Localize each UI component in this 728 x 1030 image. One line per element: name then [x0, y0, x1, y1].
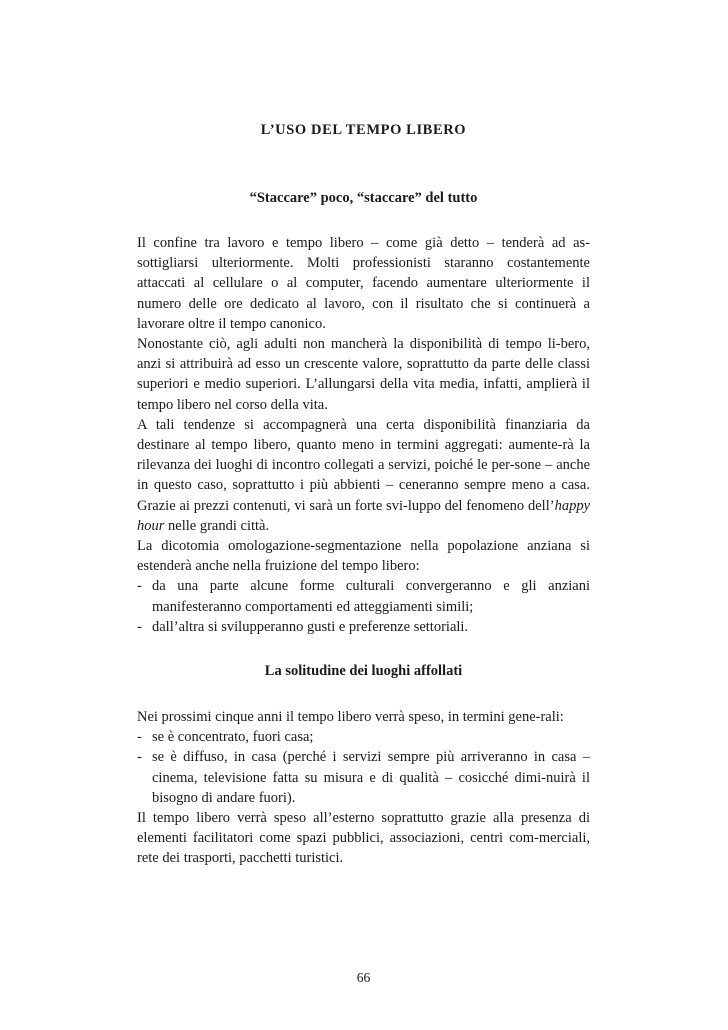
- paragraph: [137, 415, 590, 536]
- list-item-text: se è diffuso, in casa (perché i servizi sempre più arriveranno in casa – cinema, televisione fatta su misura e di qualità – cosicché dimi-nuirà il bisogno di andare fuori).: [152, 749, 590, 806]
- paragraph: La dicotomia omologazione-segmentazione nella popolazione anziana si estenderà anche nella fruizione del tempo libero:: [137, 538, 590, 575]
- paragraph-text: nelle grandi città.: [164, 517, 270, 534]
- chapter-title: L’USO DEL TEMPO LIBERO: [260, 122, 467, 138]
- list-marker: -: [137, 749, 142, 766]
- book-page: [137, 0, 590, 1030]
- section-title-solitudine: La solitudine dei luoghi affollati: [264, 663, 463, 679]
- list-item-text: dall’altra si svilupperanno gusti e preferenze settoriali.: [152, 618, 469, 635]
- list-item-text: da una parte alcune forme culturali convergeranno e gli anziani manifesteranno comportamenti ed atteggiamenti simili;: [152, 578, 590, 615]
- list-item-text: se è concentrato, fuori casa;: [152, 729, 314, 746]
- paragraph: Nei prossimi cinque anni il tempo libero verrà speso, in termini gene-rali:: [137, 709, 564, 725]
- paragraph-text: A tali tendenze si accompagnerà una certa disponibilità finanziaria da destinare al tempo libero, quanto meno in termini aggregati: aumente-rà la rilevanza dei luoghi di incontro collegati a servizi, poiché le per-sone – anche in questo caso, soprattutto i più abbienti – ceneranno sempre meno a casa. Grazie ai prezzi contenuti, vi sarà un forte svi-luppo del fenomeno dell’: [137, 416, 590, 514]
- section-title-staccare: “Staccare” poco, “staccare” del tutto: [249, 190, 478, 206]
- list-item: [137, 747, 590, 808]
- list-marker: -: [137, 578, 142, 595]
- paragraph: Il tempo libero verrà speso all’esterno soprattutto grazie alla presenza di elementi facilitatori come spazi pubblici, associazioni, centri com-merciali, rete dei trasporti, pacchetti turistici.: [137, 810, 590, 867]
- page-number: 66: [356, 970, 371, 985]
- list-item: [137, 576, 590, 616]
- list-marker: -: [137, 729, 142, 746]
- italic-term: happy hour: [137, 497, 590, 534]
- section-body-staccare: [137, 233, 590, 637]
- list-item: [137, 617, 590, 637]
- list-item: [137, 727, 590, 747]
- list-marker: -: [137, 618, 142, 635]
- section-body-solitudine: [137, 707, 590, 869]
- paragraph: Il confine tra lavoro e tempo libero – come già detto – tenderà ad as-sottigliarsi ulteriormente. Molti professionisti staranno costantemente attaccati al cellulare o al computer, facendo aumentare ulteriormente il numero delle ore dedicato al lavoro, con il risultato che si continuerà a lavorare oltre il tempo canonico.: [137, 235, 590, 332]
- paragraph: Nonostante ciò, agli adulti non mancherà la disponibilità di tempo li-bero, anzi si attribuirà ad esso un crescente valore, soprattutto da parte delle classi superiori e medio superiori. L’allungarsi della vita media, infatti, amplierà il tempo libero nel corso della vita.: [137, 336, 590, 413]
- dash-list: [137, 576, 590, 637]
- dash-list: [137, 727, 590, 808]
